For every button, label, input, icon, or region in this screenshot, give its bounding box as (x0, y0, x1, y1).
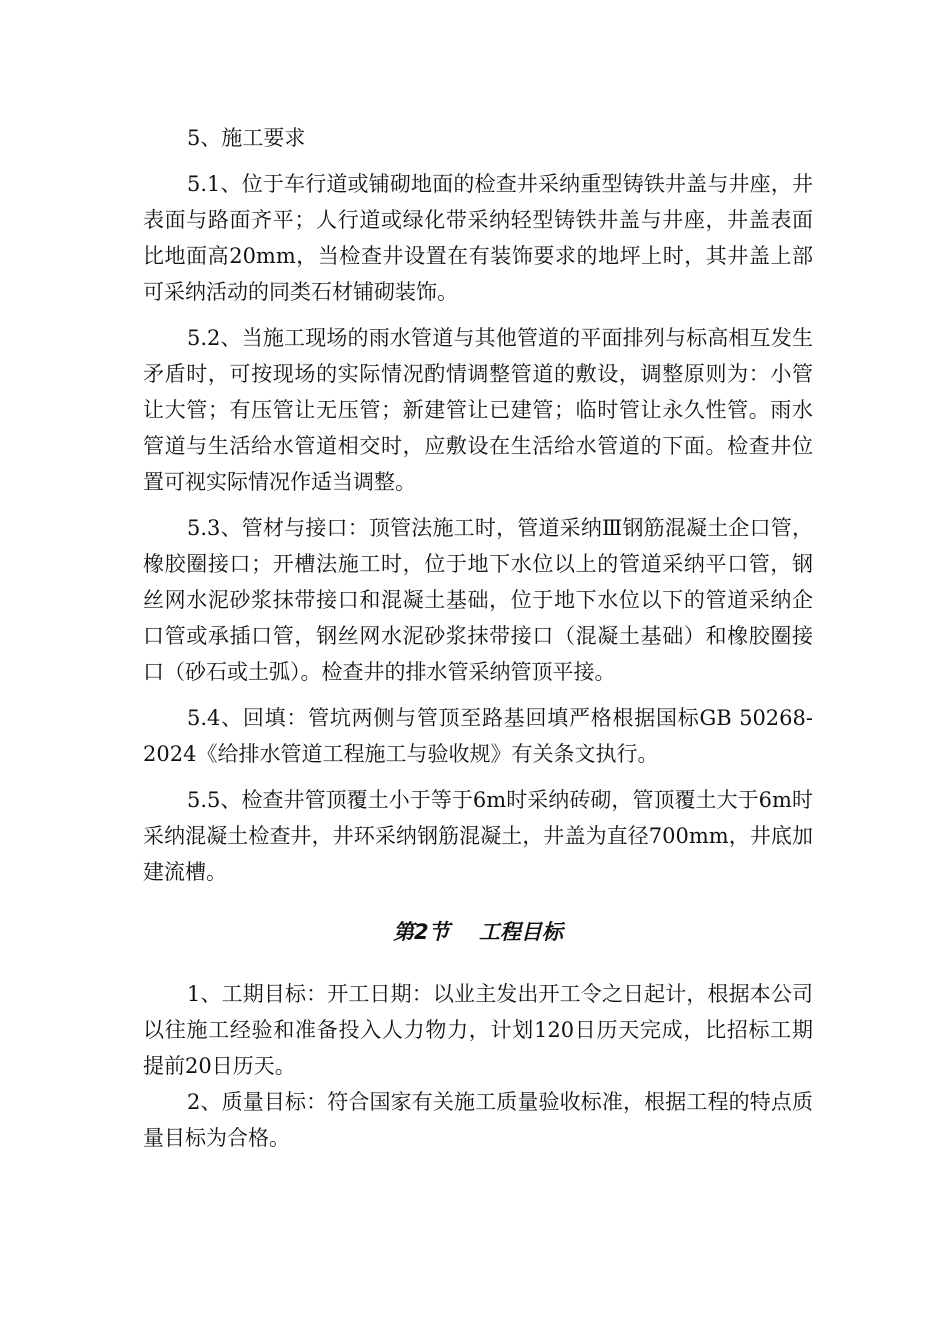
section-title: 第2节 工程目标 (393, 920, 563, 944)
paragraph-5-2: 5.2、当施工现场的雨水管道与其他管道的平面排列与标高相互发生矛盾时，可按现场的实际情况酌情调整管道的敷设，调整原则为：小管让大管；有压管让无压管；新建管让已建管；临时管让永久性管。雨水管道与生活给水管道相交时，应敷设在生活给水管道的下面。检查井位置可视实际情况作适当调整。 (143, 326, 813, 494)
paragraph-5-1: 5.1、位于车行道或铺砌地面的检查井采纳重型铸铁井盖与井座，井表面与路面齐平；人行道或绿化带采纳轻型铸铁井盖与井座，井盖表面比地面高20mm，当检查井设置在有装饰要求的地坪上时，其井盖上部可采纳活动的同类石材铺砌装饰。 (143, 172, 813, 304)
goal-quality: 2、质量目标：符合国家有关施工质量验收标准，根据工程的特点质量目标为合格。 (143, 1090, 813, 1150)
paragraph-5-4: 5.4、回填：管坑两侧与管顶至路基回填严格根据国标GB 50268-2024《给排水管道工程施工与验收规》有关条文执行。 (143, 706, 813, 766)
construction-requirements-heading: 5、施工要求 (187, 126, 306, 150)
paragraph-5-5: 5.5、检查井管顶覆土小于等于6m时采纳砖砌，管顶覆土大于6m时采纳混凝土检查井，井环采纳钢筋混凝土，井盖为直径700mm，井底加建流槽。 (143, 788, 813, 884)
paragraph-5-3: 5.3、管材与接口：顶管法施工时，管道采纳Ⅲ钢筋混凝土企口管，橡胶圈接口；开槽法施工时，位于地下水位以上的管道采纳平口管，钢丝网水泥砂浆抹带接口和混凝土基础，位于地下水位以下的管道采纳企口管或承插口管，钢丝网水泥砂浆抹带接口（混凝土基础）和橡胶圈接口（砂石或土弧）。检查井的排水管采纳管顶平接。 (143, 516, 813, 684)
document-body (143, 120, 813, 1156)
goal-schedule: 1、工期目标：开工日期：以业主发出开工令之日起计，根据本公司以往施工经验和准备投入人力物力，计划120日历天完成，比招标工期提前20日历天。 (143, 982, 813, 1078)
